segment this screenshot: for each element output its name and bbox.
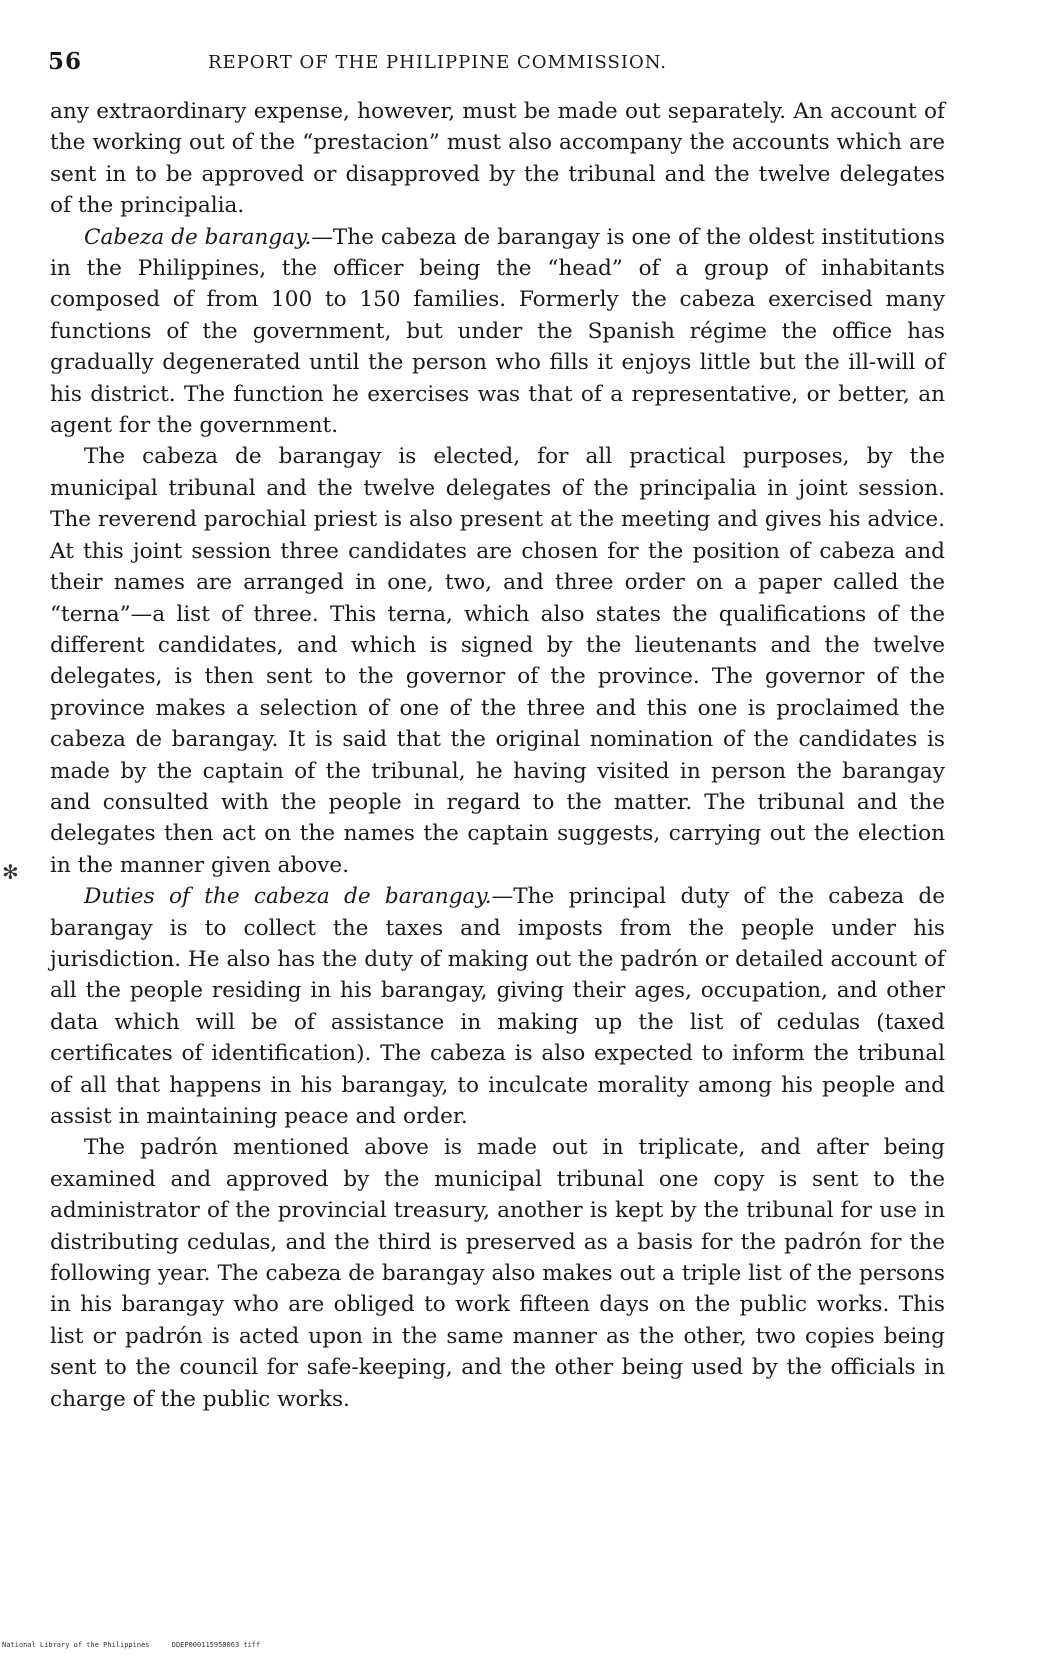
- footer-library: National Library of the Philippines: [2, 1641, 150, 1649]
- paragraph-text: —The principal duty of the cabeza de barangay is to collect the taxes and imposts from the people under his jurisdiction. He also has the duty of making out the padrón or detailed account of all the people residing in his barangay, giving their ages, occupation, and other data which will be of assistance in making up the list of cedulas (taxed certificates of identification). The cabeza is also expected to inform the tribunal of all that happens in his barangay, to inculcate morality among his people and assist in maintaining peace and order.: [50, 884, 945, 1129]
- section-heading: Duties of the cabeza de barangay.: [84, 884, 492, 910]
- section-heading: Cabeza de barangay.: [84, 224, 312, 250]
- paragraph-text: —The cabeza de barangay is one of the oldest institutions in the Philippines, the officer being the “head” of a group of inhabitants composed of from 100 to 150 families. Formerly the cabeza exercised many functions of the government, but under the Spanish régime the office has gradually degenerated until the person who fills it enjoys little but the ill-will of his district. The function he exercises was that of a representative, or better, an agent for the government.: [50, 224, 945, 439]
- page-number: 56: [48, 48, 83, 75]
- body-text: [50, 96, 945, 1415]
- paragraph-continuation: [50, 96, 945, 222]
- footer-file: DDEP000115950063 tiff: [171, 1641, 261, 1649]
- paragraph-election: [50, 441, 945, 881]
- paragraph-duties: [50, 881, 945, 1132]
- margin-blot-icon: ✻: [2, 860, 19, 884]
- page-header: [48, 48, 948, 80]
- paragraph-padron: [50, 1132, 945, 1415]
- paragraph-text: The padrón mentioned above is made out in triplicate, and after being examined and approved by the municipal tribunal one copy is sent to the administrator of the provincial treasury, another is kept by the tribunal for use in distributing cedulas, and the third is preserved as a basis for the padrón for the following year. The cabeza de barangay also makes out a triple list of the persons in his barangay who are obliged to work fifteen days on the public works. This list or padrón is acted upon in the same manner as the other, two copies being sent to the council for safe-keeping, and the other being used by the officials in charge of the public works.: [50, 1135, 945, 1412]
- paragraph-text: The cabeza de barangay is elected, for all practical purposes, by the municipal tribunal and the twelve delegates of the principalia in joint session. The reverend parochial priest is also present at the meeting and gives his advice. At this joint session three candidates are chosen for the position of cabeza and their names are arranged in one, two, and three order on a paper called the “terna”—a list of three. This terna, which also states the qualifications of the different candidates, and which is signed by the lieutenants and the twelve delegates, is then sent to the governor of the province. The governor of the province makes a selection of one of the three and this one is proclaimed the cabeza de barangay. It is said that the original nomination of the candidates is made by the captain of the tribunal, he having visited in person the barangay and consulted with the people in regard to the matter. The tribunal and the delegates then act on the names the captain suggests, carrying out the election in the manner given above.: [50, 444, 945, 878]
- paragraph-cabeza-de-barangay: [50, 222, 945, 442]
- scan-footer: [2, 1641, 278, 1649]
- paragraph-text: any extraordinary expense, however, must be made out separately. An account of the working out of the “prestacion” must also accompany the accounts which are sent in to be approved or disapproved by the tribunal and the twelve delegates of the principalia.: [50, 99, 945, 219]
- running-head: REPORT OF THE PHILIPPINE COMMISSION.: [208, 52, 668, 73]
